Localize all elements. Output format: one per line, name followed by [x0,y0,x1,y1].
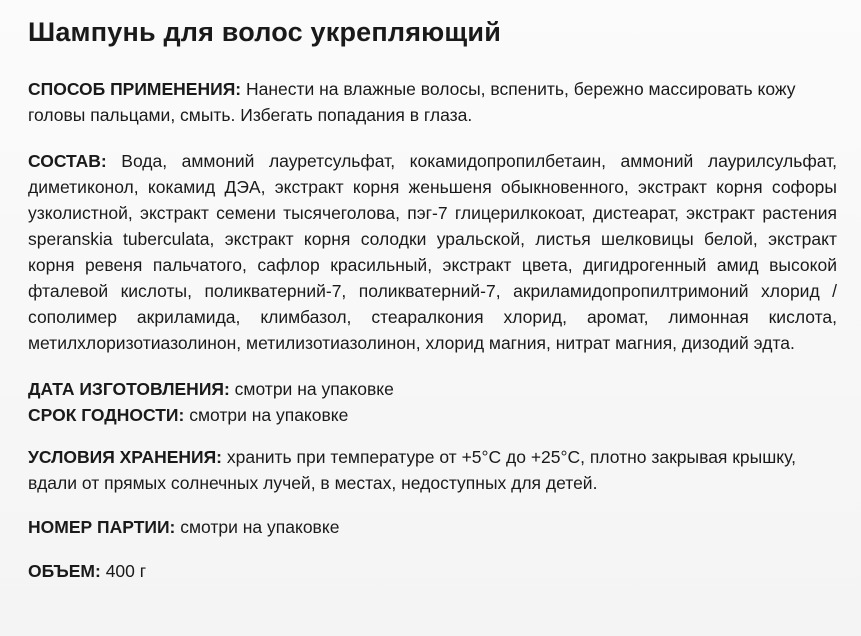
batch-text: смотри на упаковке [175,517,340,537]
expiry-line [28,402,837,428]
product-title: Шампунь для волос укрепляющий [28,17,502,47]
usage-section [28,76,837,128]
manufacture-date-label: ДАТА ИЗГОТОВЛЕНИЯ: [28,379,230,399]
storage-label: УСЛОВИЯ ХРАНЕНИЯ: [28,447,223,467]
composition-section [28,148,837,356]
expiry-label: СРОК ГОДНОСТИ: [28,405,185,425]
usage-text: Нанести на влажные волосы, вспенить, бережно массировать кожу головы пальцами, смыть. Избегать попадания в глаза. [28,79,796,125]
composition-text: Вода, аммоний лауретсульфат, кокамидопропилбетаин, аммоний лаурилсульфат, диметиконол, кокамид ДЭА, экстракт корня женьшеня обыкновенного, экстракт корня софоры узколистной, экстракт семени тысячеголова, пэг-7 глицерилкокоат, дистеарат, экстракт растения speranskia tuberculata, экстракт корня солодки уральской, листья шелковицы белой, экстракт корня ревеня пальчатого, сафлор красильный, экстракт цвета, дигидрогенный амид высокой фталевой кислоты, поликватерний-7, поликватерний-7, акриламидопропилтримоний хлорид / сополимер акриламида, климбазол, стеаралкония хлорид, аромат, лимонная кислота, метилхлоризотиазолинон, метилизотиазолинон, хлорид магния, нитрат магния, дизодий эдта. [28,151,837,353]
dates-section [28,376,837,428]
usage-label: СПОСОБ ПРИМЕНЕНИЯ: [28,79,242,99]
batch-label: НОМЕР ПАРТИИ: [28,517,176,537]
storage-text: хранить при температуре от +5°С до +25°С, плотно закрывая крышку, вдали от прямых солнечных лучей, в местах, недоступных для детей. [28,447,796,493]
volume-section [28,558,837,584]
volume-text: 400 г [100,561,147,581]
composition-label: СОСТАВ: [28,151,107,171]
batch-section [28,514,837,540]
volume-label: ОБЪЕМ: [28,561,101,581]
manufacture-date-text: смотри на упаковке [229,379,394,399]
manufacture-date-line [28,376,837,402]
storage-section [28,444,837,496]
expiry-text: смотри на упаковке [184,405,349,425]
